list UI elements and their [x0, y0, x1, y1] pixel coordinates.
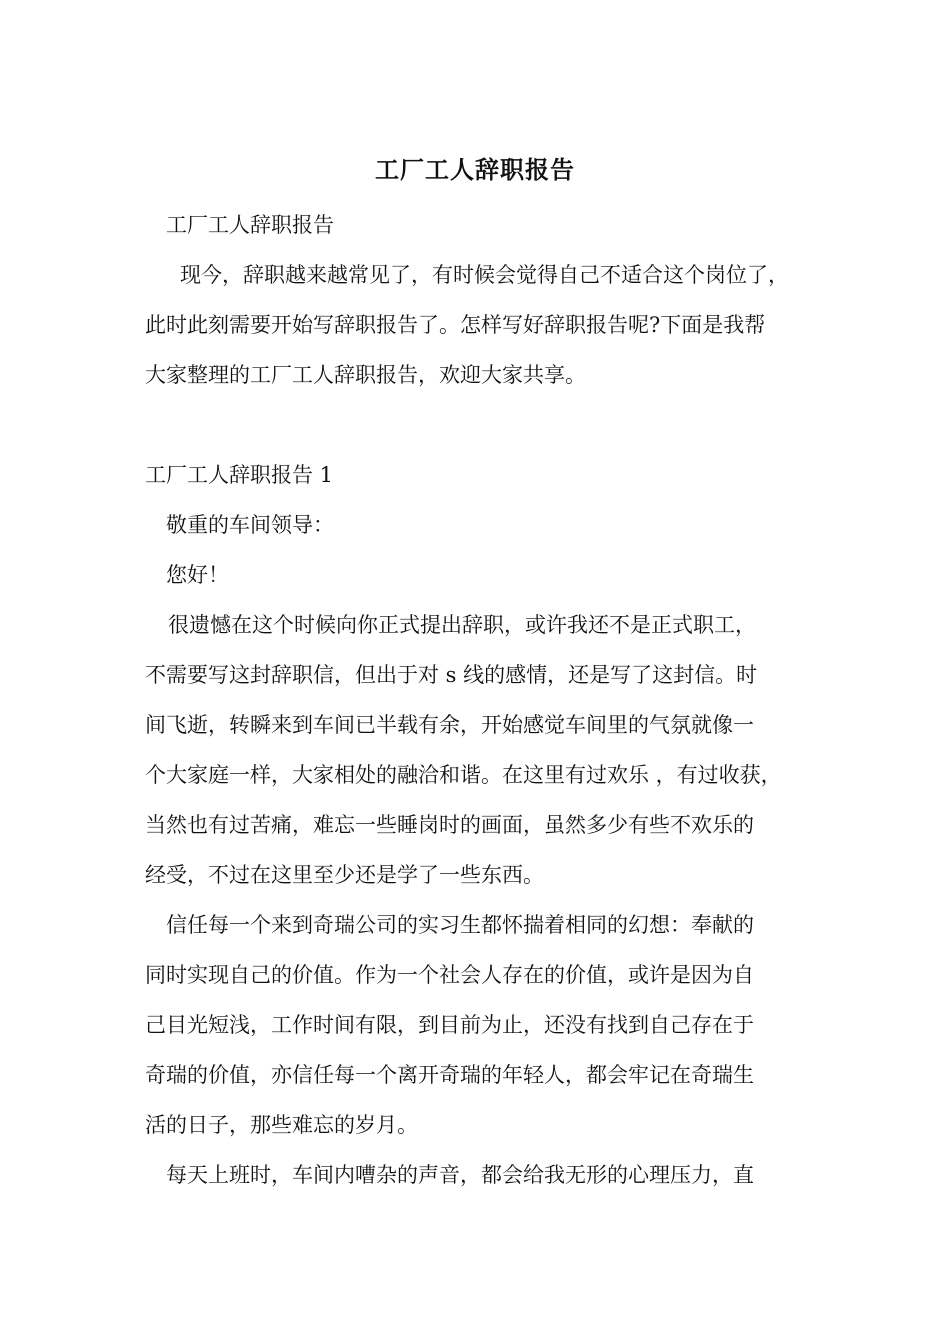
paragraph2-line-3: 己目光短浅，工作时间有限，到目前为止，还没有找到自己存在于	[145, 1013, 754, 1037]
paragraph2-line-5: 活的日子，那些难忘的岁月。	[145, 1113, 418, 1137]
paragraph3-line-1: 每天上班时，车间内嘈杂的声音，都会给我无形的心理压力，直	[166, 1163, 754, 1187]
paragraph2-line-1: 信任每一个来到奇瑞公司的实习生都怀揣着相同的幻想：奉献的	[166, 913, 754, 937]
paragraph1-line-2: 不需要写这封辞职信，但出于对 s 线的感情，还是写了这封信。时	[145, 663, 758, 687]
paragraph1-line-6: 经受，不过在这里至少还是学了一些东西。	[145, 863, 544, 887]
section-heading: 工厂工人辞职报告 1	[145, 463, 334, 487]
paragraph1-line-5: 当然也有过苦痛，难忘一些睡岗时的画面，虽然多少有些不欢乐的	[145, 813, 754, 837]
salutation: 敬重的车间领导：	[166, 513, 334, 537]
document-subtitle: 工厂工人辞职报告	[166, 213, 334, 237]
greeting: 您好！	[166, 563, 229, 587]
paragraph2-line-4: 奇瑞的价值，亦信任每一个离开奇瑞的年轻人，都会牢记在奇瑞生	[145, 1063, 754, 1087]
intro-line-2: 此时此刻需要开始写辞职报告了。怎样写好辞职报告呢?下面是我帮	[145, 313, 766, 337]
paragraph1-line-1: 很遗憾在这个时候向你正式提出辞职，或许我还不是正式职工，	[168, 613, 756, 637]
paragraph1-line-4: 个大家庭一样，大家相处的融洽和谐。在这里有过欢乐 ，有过收获，	[145, 763, 782, 787]
paragraph2-line-2: 同时实现自己的价值。作为一个社会人存在的价值，或许是因为自	[145, 963, 754, 987]
document-title: 工厂工人辞职报告	[375, 155, 575, 184]
paragraph1-line-3: 间飞逝，转瞬来到车间已半载有余，开始感觉车间里的气氛就像一	[145, 713, 754, 737]
intro-line-3: 大家整理的工厂工人辞职报告，欢迎大家共享。	[145, 363, 586, 387]
intro-line-1: 现今，辞职越来越常见了，有时候会觉得自己不适合这个岗位了，	[180, 263, 789, 287]
